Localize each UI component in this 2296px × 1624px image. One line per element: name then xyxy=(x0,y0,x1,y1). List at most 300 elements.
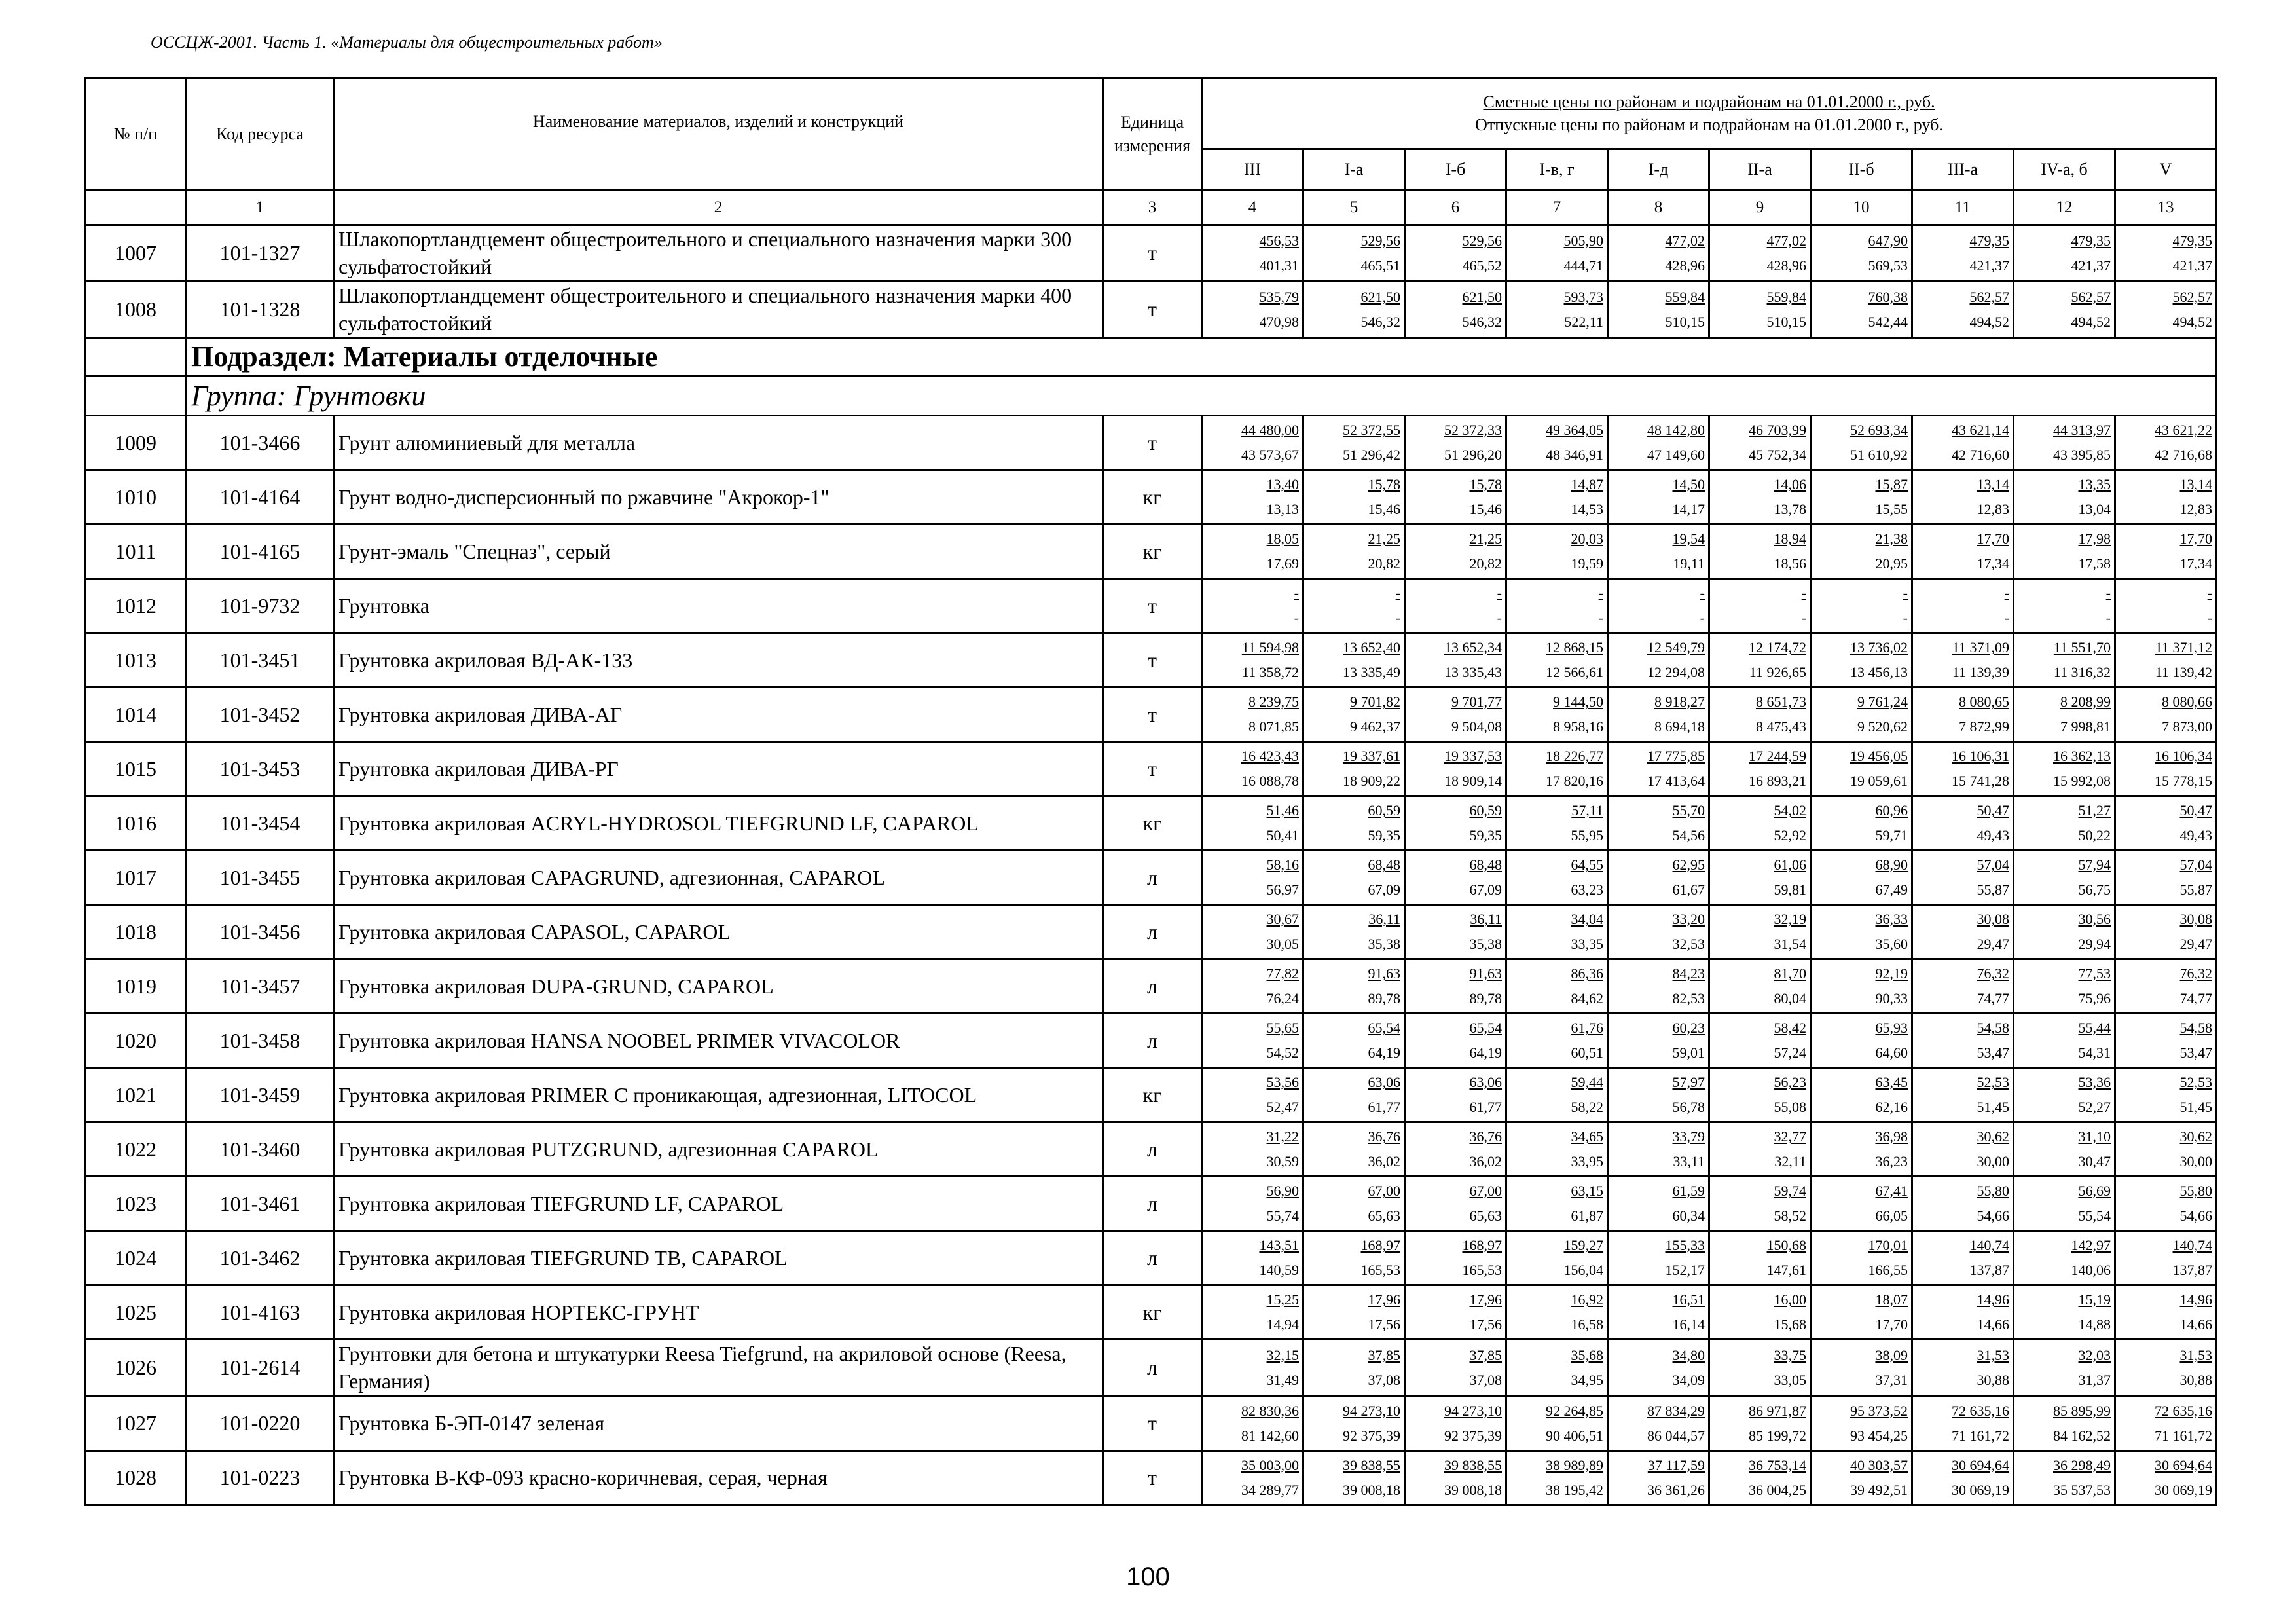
release-price: 53,47 xyxy=(1977,1044,2009,1061)
release-price: 30 069,19 xyxy=(1952,1481,2009,1498)
release-price: 35,60 xyxy=(1875,936,1908,953)
estimated-price: 57,04 xyxy=(1977,857,2009,874)
release-price: 33,11 xyxy=(1673,1153,1705,1170)
price-cell xyxy=(2115,416,2217,470)
row-number: 1010 xyxy=(85,470,187,525)
release-price: 36,23 xyxy=(1875,1153,1908,1170)
estimated-price: 13 652,40 xyxy=(1343,639,1400,656)
release-price: 18 909,14 xyxy=(1444,773,1502,790)
subsection-row xyxy=(85,338,2217,376)
release-price: 54,56 xyxy=(1672,827,1705,844)
price-cell xyxy=(1506,470,1608,525)
price-cell xyxy=(1303,1450,1405,1505)
price-cell xyxy=(2115,1177,2217,1231)
release-price: 30,88 xyxy=(1977,1371,2009,1388)
price-cell xyxy=(2014,282,2115,338)
estimated-price: 8 080,66 xyxy=(2162,693,2213,710)
price-cell xyxy=(1608,1122,1709,1177)
release-price: 470,98 xyxy=(1259,313,1299,330)
price-cell xyxy=(1303,525,1405,579)
estimated-price: 61,59 xyxy=(1672,1183,1705,1200)
estimated-price: 30,62 xyxy=(2179,1128,2213,1145)
estimated-price: - xyxy=(1598,585,1603,602)
estimated-price: 52 693,34 xyxy=(1850,422,1908,439)
price-cell xyxy=(1709,851,1811,905)
release-price: 48 346,91 xyxy=(1546,447,1603,464)
estimated-price: 37,85 xyxy=(1368,1346,1400,1363)
estimated-price: 37 117,59 xyxy=(1647,1456,1705,1473)
header-prices-line1: Сметные цены по районам и подрайонам на 01.01.2000 г., руб. xyxy=(1483,92,1935,111)
price-cell xyxy=(1303,1340,1405,1396)
region-header: III xyxy=(1202,149,1303,191)
release-price: 43 573,67 xyxy=(1241,447,1299,464)
release-price: - xyxy=(1497,610,1502,627)
material-name: Грунтовка В-КФ-093 красно-коричневая, серая, черная xyxy=(334,1450,1103,1505)
price-cell xyxy=(1912,1122,2014,1177)
estimated-price: - xyxy=(1395,585,1400,602)
price-cell xyxy=(1202,1177,1303,1231)
release-price: 29,47 xyxy=(1977,936,2009,953)
price-cell xyxy=(1202,416,1303,470)
estimated-price: 52,53 xyxy=(1977,1074,2009,1091)
price-cell xyxy=(1811,905,1912,959)
resource-code: 101-1328 xyxy=(187,282,334,338)
estimated-price: 19 337,53 xyxy=(1444,748,1502,765)
estimated-price: 559,84 xyxy=(1665,288,1705,305)
release-price: 17,58 xyxy=(2078,555,2111,572)
release-price: 569,53 xyxy=(1868,257,1908,274)
price-cell xyxy=(1709,525,1811,579)
release-price: 428,96 xyxy=(1665,257,1705,274)
release-price: 71 161,72 xyxy=(1952,1427,2009,1444)
release-price: 52,27 xyxy=(2078,1099,2111,1116)
price-cell xyxy=(1202,742,1303,796)
release-price: 11 358,72 xyxy=(1241,664,1299,681)
region-header: I-в, г xyxy=(1506,149,1608,191)
price-cell xyxy=(1912,1285,2014,1340)
release-price: - xyxy=(1395,610,1400,627)
release-price: 55,08 xyxy=(1774,1099,1806,1116)
estimated-price: 30,62 xyxy=(1977,1128,2009,1145)
price-cell xyxy=(1506,688,1608,742)
release-price: 67,09 xyxy=(1368,881,1400,898)
material-name: Грунтовка акриловая ДИВА-АГ xyxy=(334,688,1103,742)
release-price: 17,56 xyxy=(1368,1316,1400,1333)
estimated-price: 68,48 xyxy=(1368,857,1400,874)
column-number: 8 xyxy=(1608,191,1709,225)
estimated-price: 59,44 xyxy=(1571,1074,1603,1091)
price-cell xyxy=(2115,851,2217,905)
release-price: 61,77 xyxy=(1368,1099,1400,1116)
price-cell xyxy=(1405,1231,1506,1285)
release-price: 59,81 xyxy=(1774,881,1806,898)
release-price: 55,74 xyxy=(1266,1208,1299,1225)
release-price: 57,24 xyxy=(1774,1044,1806,1061)
estimated-price: 14,06 xyxy=(1774,476,1806,493)
release-price: 30,05 xyxy=(1266,936,1299,953)
estimated-price: 17 244,59 xyxy=(1749,748,1806,765)
release-price: 16,58 xyxy=(1571,1316,1603,1333)
price-cell xyxy=(1608,633,1709,688)
price-cell xyxy=(2014,525,2115,579)
estimated-price: 479,35 xyxy=(2071,232,2111,249)
release-price: 546,32 xyxy=(1462,313,1502,330)
estimated-price: 14,96 xyxy=(2179,1291,2213,1308)
price-cell xyxy=(1912,796,2014,851)
estimated-price: 9 701,77 xyxy=(1451,693,1502,710)
release-price: 7 873,00 xyxy=(2162,718,2213,735)
release-price: 16 893,21 xyxy=(1749,773,1806,790)
row-number: 1019 xyxy=(85,959,187,1014)
unit-of-measure: л xyxy=(1103,905,1202,959)
resource-code: 101-4163 xyxy=(187,1285,334,1340)
estimated-price: 54,58 xyxy=(2179,1020,2213,1037)
release-price: 37,31 xyxy=(1875,1371,1908,1388)
table-row xyxy=(85,851,2217,905)
price-cell xyxy=(2115,225,2217,282)
estimated-price: 39 838,55 xyxy=(1343,1456,1400,1473)
release-price: 65,63 xyxy=(1469,1208,1502,1225)
estimated-price: 13,40 xyxy=(1266,476,1299,493)
release-price: 36,02 xyxy=(1368,1153,1400,1170)
material-name: Шлакопортландцемент общестроительного и специального назначения марки 300 сульфатостойкий xyxy=(334,225,1103,282)
resource-code: 101-1327 xyxy=(187,225,334,282)
material-name: Грунт водно-дисперсионный по ржавчине "Акрокор-1" xyxy=(334,470,1103,525)
estimated-price: 14,50 xyxy=(1672,476,1705,493)
price-cell xyxy=(2115,1340,2217,1396)
row-number: 1017 xyxy=(85,851,187,905)
release-price: 54,31 xyxy=(2078,1044,2111,1061)
price-cell xyxy=(1506,1014,1608,1068)
price-cell xyxy=(1608,905,1709,959)
estimated-price: 19,54 xyxy=(1672,530,1705,547)
price-cell xyxy=(1506,1285,1608,1340)
price-cell xyxy=(2014,851,2115,905)
estimated-price: 562,57 xyxy=(1969,288,2009,305)
release-price: 51 610,92 xyxy=(1850,447,1908,464)
price-cell xyxy=(1202,282,1303,338)
estimated-price: 39 838,55 xyxy=(1444,1456,1502,1473)
estimated-price: 21,25 xyxy=(1368,530,1400,547)
price-cell xyxy=(1709,742,1811,796)
estimated-price: 17 775,85 xyxy=(1647,748,1705,765)
release-price: 49,43 xyxy=(2179,827,2213,844)
release-price: 51,45 xyxy=(2179,1099,2213,1116)
release-price: 54,52 xyxy=(1266,1044,1299,1061)
estimated-price: 14,87 xyxy=(1571,476,1603,493)
estimated-price: 55,70 xyxy=(1672,802,1705,819)
price-cell xyxy=(1709,282,1811,338)
resource-code: 101-3458 xyxy=(187,1014,334,1068)
unit-of-measure: л xyxy=(1103,959,1202,1014)
resource-code: 101-3462 xyxy=(187,1231,334,1285)
unit-of-measure: т xyxy=(1103,282,1202,338)
release-price: 54,66 xyxy=(2179,1208,2213,1225)
unit-of-measure: т xyxy=(1103,579,1202,633)
price-cell xyxy=(1405,416,1506,470)
document-title: ОССЦЖ-2001. Часть 1. «Материалы для общестроительных работ» xyxy=(151,33,663,52)
release-price: 54,66 xyxy=(1977,1208,2009,1225)
estimated-price: 44 480,00 xyxy=(1241,422,1299,439)
estimated-price: 15,87 xyxy=(1875,476,1908,493)
release-price: 84,62 xyxy=(1571,990,1603,1007)
estimated-price: 46 703,99 xyxy=(1749,422,1806,439)
price-cell xyxy=(1811,1122,1912,1177)
price-cell xyxy=(1608,796,1709,851)
price-cell xyxy=(1303,905,1405,959)
resource-code: 101-3457 xyxy=(187,959,334,1014)
estimated-price: 34,04 xyxy=(1571,911,1603,928)
unit-of-measure: т xyxy=(1103,225,1202,282)
estimated-price: 31,53 xyxy=(2179,1346,2213,1363)
release-price: 465,51 xyxy=(1360,257,1400,274)
release-price: 90,33 xyxy=(1875,990,1908,1007)
price-cell xyxy=(1912,282,2014,338)
estimated-price: 34,80 xyxy=(1672,1346,1705,1363)
table-row xyxy=(85,1068,2217,1122)
estimated-price: 68,90 xyxy=(1875,857,1908,874)
price-cell xyxy=(2014,470,2115,525)
table-row xyxy=(85,1122,2217,1177)
release-price: 17 413,64 xyxy=(1647,773,1705,790)
price-cell xyxy=(1303,470,1405,525)
release-price: 38 195,42 xyxy=(1546,1481,1603,1498)
estimated-price: 62,95 xyxy=(1672,857,1705,874)
price-cell xyxy=(2014,688,2115,742)
price-cell xyxy=(1506,633,1608,688)
release-price: 33,05 xyxy=(1774,1371,1806,1388)
release-price: 18 909,22 xyxy=(1343,773,1400,790)
estimated-price: 38,09 xyxy=(1875,1346,1908,1363)
release-price: 19 059,61 xyxy=(1850,773,1908,790)
price-cell xyxy=(1811,579,1912,633)
table-row xyxy=(85,470,2217,525)
price-cell xyxy=(1608,1450,1709,1505)
price-cell xyxy=(1202,225,1303,282)
material-name: Грунтовка акриловая TIEFGRUND TB, CAPAROL xyxy=(334,1231,1103,1285)
release-price: 17,34 xyxy=(2179,555,2213,572)
release-price: 92 375,39 xyxy=(1444,1427,1502,1444)
row-number: 1012 xyxy=(85,579,187,633)
estimated-price: 56,23 xyxy=(1774,1074,1806,1091)
estimated-price: 87 834,29 xyxy=(1647,1402,1705,1419)
release-price: 47 149,60 xyxy=(1647,447,1705,464)
price-cell xyxy=(1608,1068,1709,1122)
row-number: 1018 xyxy=(85,905,187,959)
release-price: 19,59 xyxy=(1571,555,1603,572)
estimated-price: 8 239,75 xyxy=(1248,693,1299,710)
release-price: - xyxy=(1700,610,1705,627)
estimated-price: 85 895,99 xyxy=(2053,1402,2111,1419)
price-cell xyxy=(1709,579,1811,633)
price-cell xyxy=(1912,905,2014,959)
price-cell xyxy=(1202,1285,1303,1340)
release-price: 55,87 xyxy=(1977,881,2009,898)
release-price: 522,11 xyxy=(1564,313,1603,330)
column-number: 3 xyxy=(1103,191,1202,225)
price-cell xyxy=(1608,225,1709,282)
price-cell xyxy=(1709,959,1811,1014)
price-cell xyxy=(1608,1340,1709,1396)
estimated-price: 11 371,12 xyxy=(2155,639,2213,656)
release-price: - xyxy=(2004,610,2009,627)
release-price: 8 071,85 xyxy=(1248,718,1299,735)
price-cell xyxy=(1912,959,2014,1014)
price-cell xyxy=(1303,416,1405,470)
price-cell xyxy=(1202,1450,1303,1505)
estimated-price: 17,96 xyxy=(1469,1291,1502,1308)
release-price: 17,70 xyxy=(1875,1316,1908,1333)
resource-code: 101-0220 xyxy=(187,1396,334,1450)
release-price: 31,49 xyxy=(1266,1371,1299,1388)
release-price: 494,52 xyxy=(2071,313,2111,330)
estimated-price: 168,97 xyxy=(1360,1237,1400,1254)
release-price: 8 475,43 xyxy=(1756,718,1806,735)
region-header: II-а xyxy=(1709,149,1811,191)
price-cell xyxy=(1405,282,1506,338)
price-cell xyxy=(1405,1014,1506,1068)
release-price: 30 069,19 xyxy=(2155,1481,2213,1498)
estimated-price: 8 651,73 xyxy=(1756,693,1806,710)
release-price: 36,02 xyxy=(1469,1153,1502,1170)
price-cell xyxy=(2014,905,2115,959)
estimated-price: - xyxy=(2207,585,2213,602)
price-cell xyxy=(1912,742,2014,796)
price-cell xyxy=(1709,225,1811,282)
estimated-price: 9 144,50 xyxy=(1553,693,1603,710)
price-cell xyxy=(1608,1285,1709,1340)
material-name: Грунт-эмаль "Спецназ", серый xyxy=(334,525,1103,579)
estimated-price: 56,69 xyxy=(2078,1183,2111,1200)
estimated-price: 21,25 xyxy=(1469,530,1502,547)
price-cell xyxy=(1608,1396,1709,1450)
column-number: 13 xyxy=(2115,191,2217,225)
table-row xyxy=(85,796,2217,851)
resource-code: 101-0223 xyxy=(187,1450,334,1505)
estimated-price: 72 635,16 xyxy=(1952,1402,2009,1419)
price-cell xyxy=(1303,225,1405,282)
release-price: 15 992,08 xyxy=(2053,773,2111,790)
release-price: 56,97 xyxy=(1266,881,1299,898)
release-price: 37,08 xyxy=(1469,1371,1502,1388)
price-cell xyxy=(1709,1231,1811,1285)
estimated-price: 529,56 xyxy=(1360,232,1400,249)
price-cell xyxy=(1608,959,1709,1014)
release-price: 30,59 xyxy=(1266,1153,1299,1170)
release-price: 421,37 xyxy=(1969,257,2009,274)
estimated-price: 13,14 xyxy=(2179,476,2213,493)
price-cell xyxy=(1405,525,1506,579)
price-cell xyxy=(1405,1177,1506,1231)
release-price: 8 694,18 xyxy=(1654,718,1705,735)
row-number: 1023 xyxy=(85,1177,187,1231)
estimated-price: 61,06 xyxy=(1774,857,1806,874)
table-row xyxy=(85,959,2217,1014)
table-row xyxy=(85,579,2217,633)
estimated-price: 621,50 xyxy=(1360,288,1400,305)
release-price: 14,53 xyxy=(1571,501,1603,518)
release-price: 80,04 xyxy=(1774,990,1806,1007)
price-cell xyxy=(2115,282,2217,338)
release-price: 64,19 xyxy=(1368,1044,1400,1061)
row-number: 1007 xyxy=(85,225,187,282)
estimated-price: 15,78 xyxy=(1368,476,1400,493)
material-name: Грунтовка акриловая ВД-АК-133 xyxy=(334,633,1103,688)
price-cell xyxy=(1709,1177,1811,1231)
estimated-price: - xyxy=(1903,585,1908,602)
release-price: 84 162,52 xyxy=(2053,1427,2111,1444)
release-price: 494,52 xyxy=(2172,313,2213,330)
estimated-price: 72 635,16 xyxy=(2155,1402,2213,1419)
estimated-price: - xyxy=(1801,585,1806,602)
column-number: 1 xyxy=(187,191,334,225)
estimated-price: 60,59 xyxy=(1469,802,1502,819)
price-cell xyxy=(1811,851,1912,905)
header-unit: Единица измерения xyxy=(1103,78,1202,191)
release-price: 60,34 xyxy=(1672,1208,1705,1225)
price-cell xyxy=(1912,688,2014,742)
release-price: 15 778,15 xyxy=(2155,773,2213,790)
estimated-price: 9 761,24 xyxy=(1857,693,1908,710)
price-cell xyxy=(1303,1177,1405,1231)
estimated-price: 20,03 xyxy=(1571,530,1603,547)
row-number: 1020 xyxy=(85,1014,187,1068)
release-price: 166,55 xyxy=(1868,1262,1908,1279)
release-price: 51 296,42 xyxy=(1343,447,1400,464)
price-cell xyxy=(1303,959,1405,1014)
price-cell xyxy=(1202,851,1303,905)
price-cell xyxy=(2014,1396,2115,1450)
estimated-price: 559,84 xyxy=(1766,288,1806,305)
estimated-price: 95 373,52 xyxy=(1850,1402,1908,1419)
release-price: 7 998,81 xyxy=(2060,718,2111,735)
row-number: 1013 xyxy=(85,633,187,688)
release-price: 29,47 xyxy=(2179,936,2213,953)
material-name: Грунт алюминиевый для металла xyxy=(334,416,1103,470)
estimated-price: 31,22 xyxy=(1266,1128,1299,1145)
release-price: 20,82 xyxy=(1368,555,1400,572)
estimated-price: 159,27 xyxy=(1563,1237,1603,1254)
estimated-price: 52 372,55 xyxy=(1343,422,1400,439)
estimated-price: 17,96 xyxy=(1368,1291,1400,1308)
price-cell xyxy=(1202,1396,1303,1450)
estimated-price: 170,01 xyxy=(1868,1237,1908,1254)
table-row xyxy=(85,1396,2217,1450)
price-cell xyxy=(1506,525,1608,579)
release-price: 510,15 xyxy=(1766,313,1806,330)
estimated-price: 479,35 xyxy=(2172,232,2213,249)
price-cell xyxy=(1405,742,1506,796)
price-cell xyxy=(1912,633,2014,688)
estimated-price: 17,70 xyxy=(1977,530,2009,547)
release-price: 13 456,13 xyxy=(1850,664,1908,681)
estimated-price: 168,97 xyxy=(1462,1237,1502,1254)
estimated-price: 19 337,61 xyxy=(1343,748,1400,765)
price-cell xyxy=(1912,1177,2014,1231)
release-price: 444,71 xyxy=(1563,257,1603,274)
estimated-price: 17,98 xyxy=(2078,530,2111,547)
price-cell xyxy=(2014,1340,2115,1396)
estimated-price: 593,73 xyxy=(1563,288,1603,305)
release-price: 66,05 xyxy=(1875,1208,1908,1225)
release-price: 81 142,60 xyxy=(1241,1427,1299,1444)
estimated-price: 16,51 xyxy=(1672,1291,1705,1308)
estimated-price: 77,53 xyxy=(2078,965,2111,982)
release-price: 401,31 xyxy=(1259,257,1299,274)
release-price: 30,47 xyxy=(2078,1153,2111,1170)
release-price: 11 316,32 xyxy=(2053,664,2111,681)
release-price: 165,53 xyxy=(1360,1262,1400,1279)
